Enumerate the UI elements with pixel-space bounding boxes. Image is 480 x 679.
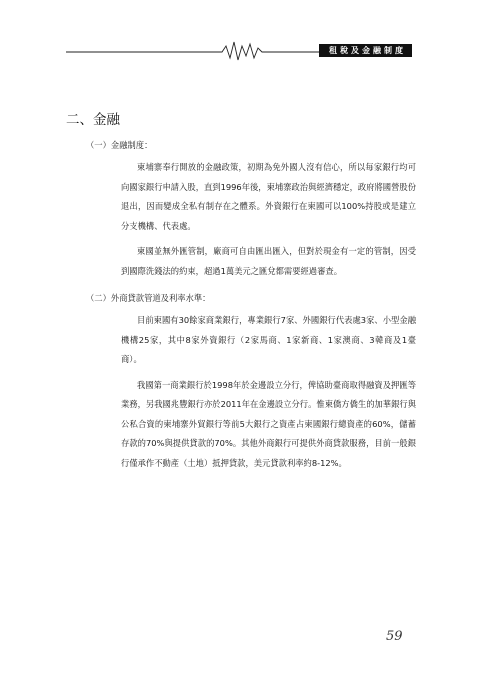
page-number: 59 (386, 629, 403, 644)
page-header (66, 36, 412, 64)
paragraph: 目前柬國有30餘家商業銀行，專業銀行7家、外國銀行代表處3家、小型金融機構25家，其中8家外資銀行（2家馬商、1家新商、1家澳商、3韓商及1臺商）。 (121, 315, 416, 364)
running-title: 租稅及金融制度 (319, 44, 412, 57)
paragraph: 柬埔寨奉行開放的金融政策，初期為免外國人沒有信心，所以每家銀行均可向國家銀行申請入股，直到1996年後，柬埔寨政治與經濟穩定，政府將國營股份退出，因而變成全私有制存在之體系。外資銀行在柬國可以100%持股或是建立分支機構、代表處。 (121, 162, 416, 231)
document-body (86, 128, 416, 473)
paragraph: 我國第一商業銀行於1998年於金邊設立分行，俾協助臺商取得融資及押匯等業務，另我國兆豐銀行亦於2011年在金邊設立分行。惟柬僑方僑生的加華銀行與公私合資的柬埔寨外貿銀行等前5大銀行之資產占柬國銀行總資產的60%，儲蓄存款的70%與提供貸款的70%。其他外商銀行可提供外商貸款服務，目前一般銀行僅承作不動產（土地）抵押貸款，美元貸款利率約8-12%。 (121, 379, 416, 468)
subsection-title-finance-system: （一）金融制度： (86, 140, 153, 150)
subsection-title-loans: （二）外商貸款管道及利率水準： (86, 293, 211, 303)
section-title: 二、金融 (66, 112, 120, 128)
paragraph: 柬國並無外匯管制，廠商可自由匯出匯入，但對於現金有一定的管制，因受到國際洗錢法的約束，超過1萬美元之匯兌都需要經過審查。 (121, 246, 416, 276)
